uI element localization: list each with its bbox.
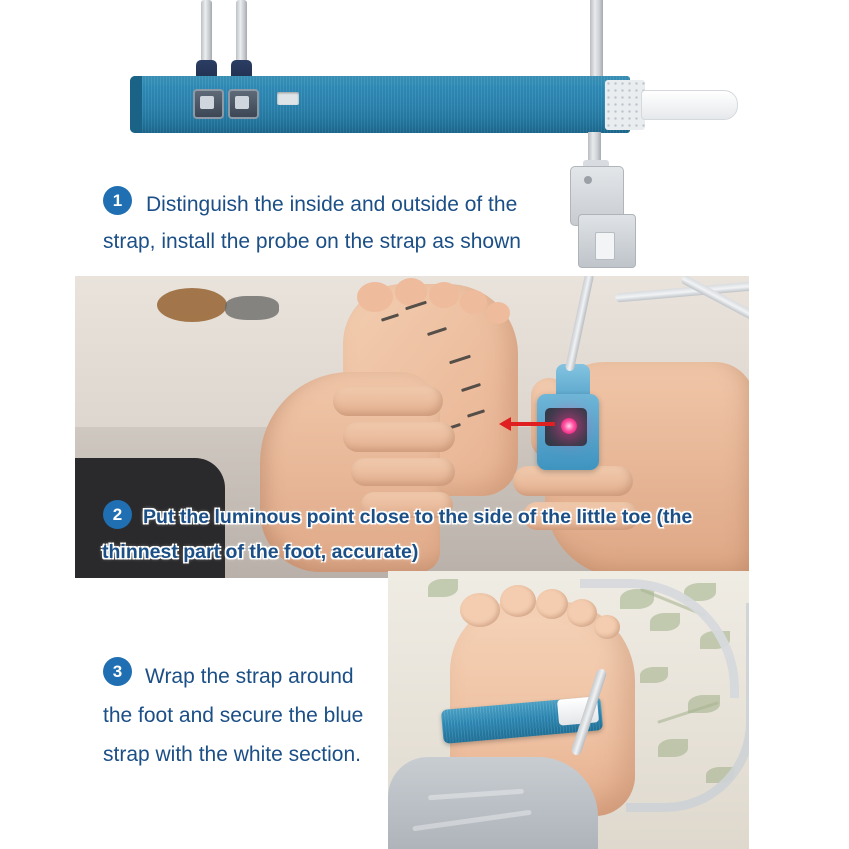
sensor-window-1 [200, 96, 214, 109]
step-2-text [102, 500, 693, 570]
step-2-caption [103, 500, 763, 570]
step-2-line-2: thinnest part of the foot, accurate) [102, 541, 419, 563]
photo2-background-object-1 [157, 288, 227, 322]
strap-left-end [130, 76, 142, 133]
step-3-line-3: strap with the white section. [103, 743, 361, 766]
photo-strap-wrapped-on-foot [388, 571, 749, 849]
connector-indicator-dot [584, 176, 592, 184]
photo3-toe-1 [460, 593, 500, 627]
photo2-left-finger-2 [343, 422, 455, 452]
step-2-line-1: Put the luminous point close to the side of the little toe (the [143, 506, 693, 528]
photo3-toe-2 [500, 585, 536, 617]
hook-and-loop-patch [605, 80, 645, 130]
photo2-toe-3 [429, 282, 459, 308]
photo3-leaf-9 [428, 579, 458, 597]
step-1-badge: 1 [103, 186, 132, 215]
step-1-text [103, 186, 521, 260]
photo2-toe-1 [357, 282, 393, 312]
step-3-line-1: Wrap the strap around [145, 665, 354, 688]
photo2-toe-4 [460, 290, 487, 314]
step-3-caption [103, 657, 403, 774]
photo2-right-finger-1 [513, 466, 633, 496]
white-strap-tail [641, 90, 738, 120]
photo2-luminous-point [561, 418, 577, 434]
strap-slot [277, 92, 299, 105]
step-3-text [103, 657, 364, 774]
step-1-line-2: strap, install the probe on the strap as shown [103, 230, 521, 253]
photo2-red-arrow [509, 422, 555, 426]
sensor-probe-2 [228, 89, 259, 119]
photo2-toe-5 [486, 302, 510, 324]
step-1-line-1: Distinguish the inside and outside of the [146, 193, 518, 216]
step-1-caption [103, 186, 603, 260]
photo2-background-object-2 [225, 296, 279, 320]
sensor-window-2 [235, 96, 249, 109]
photo2-left-finger-3 [351, 458, 455, 486]
step-3-line-2: the foot and secure the blue [103, 704, 364, 727]
photo3-grey-cloth [388, 757, 598, 849]
photo3-cable-arc-lower [626, 603, 749, 812]
step-2-badge: 2 [103, 500, 132, 529]
photo3-toe-3 [536, 589, 568, 619]
sensor-probe-1 [193, 89, 224, 119]
photo2-left-finger-1 [333, 386, 443, 416]
step-3-badge: 3 [103, 657, 132, 686]
